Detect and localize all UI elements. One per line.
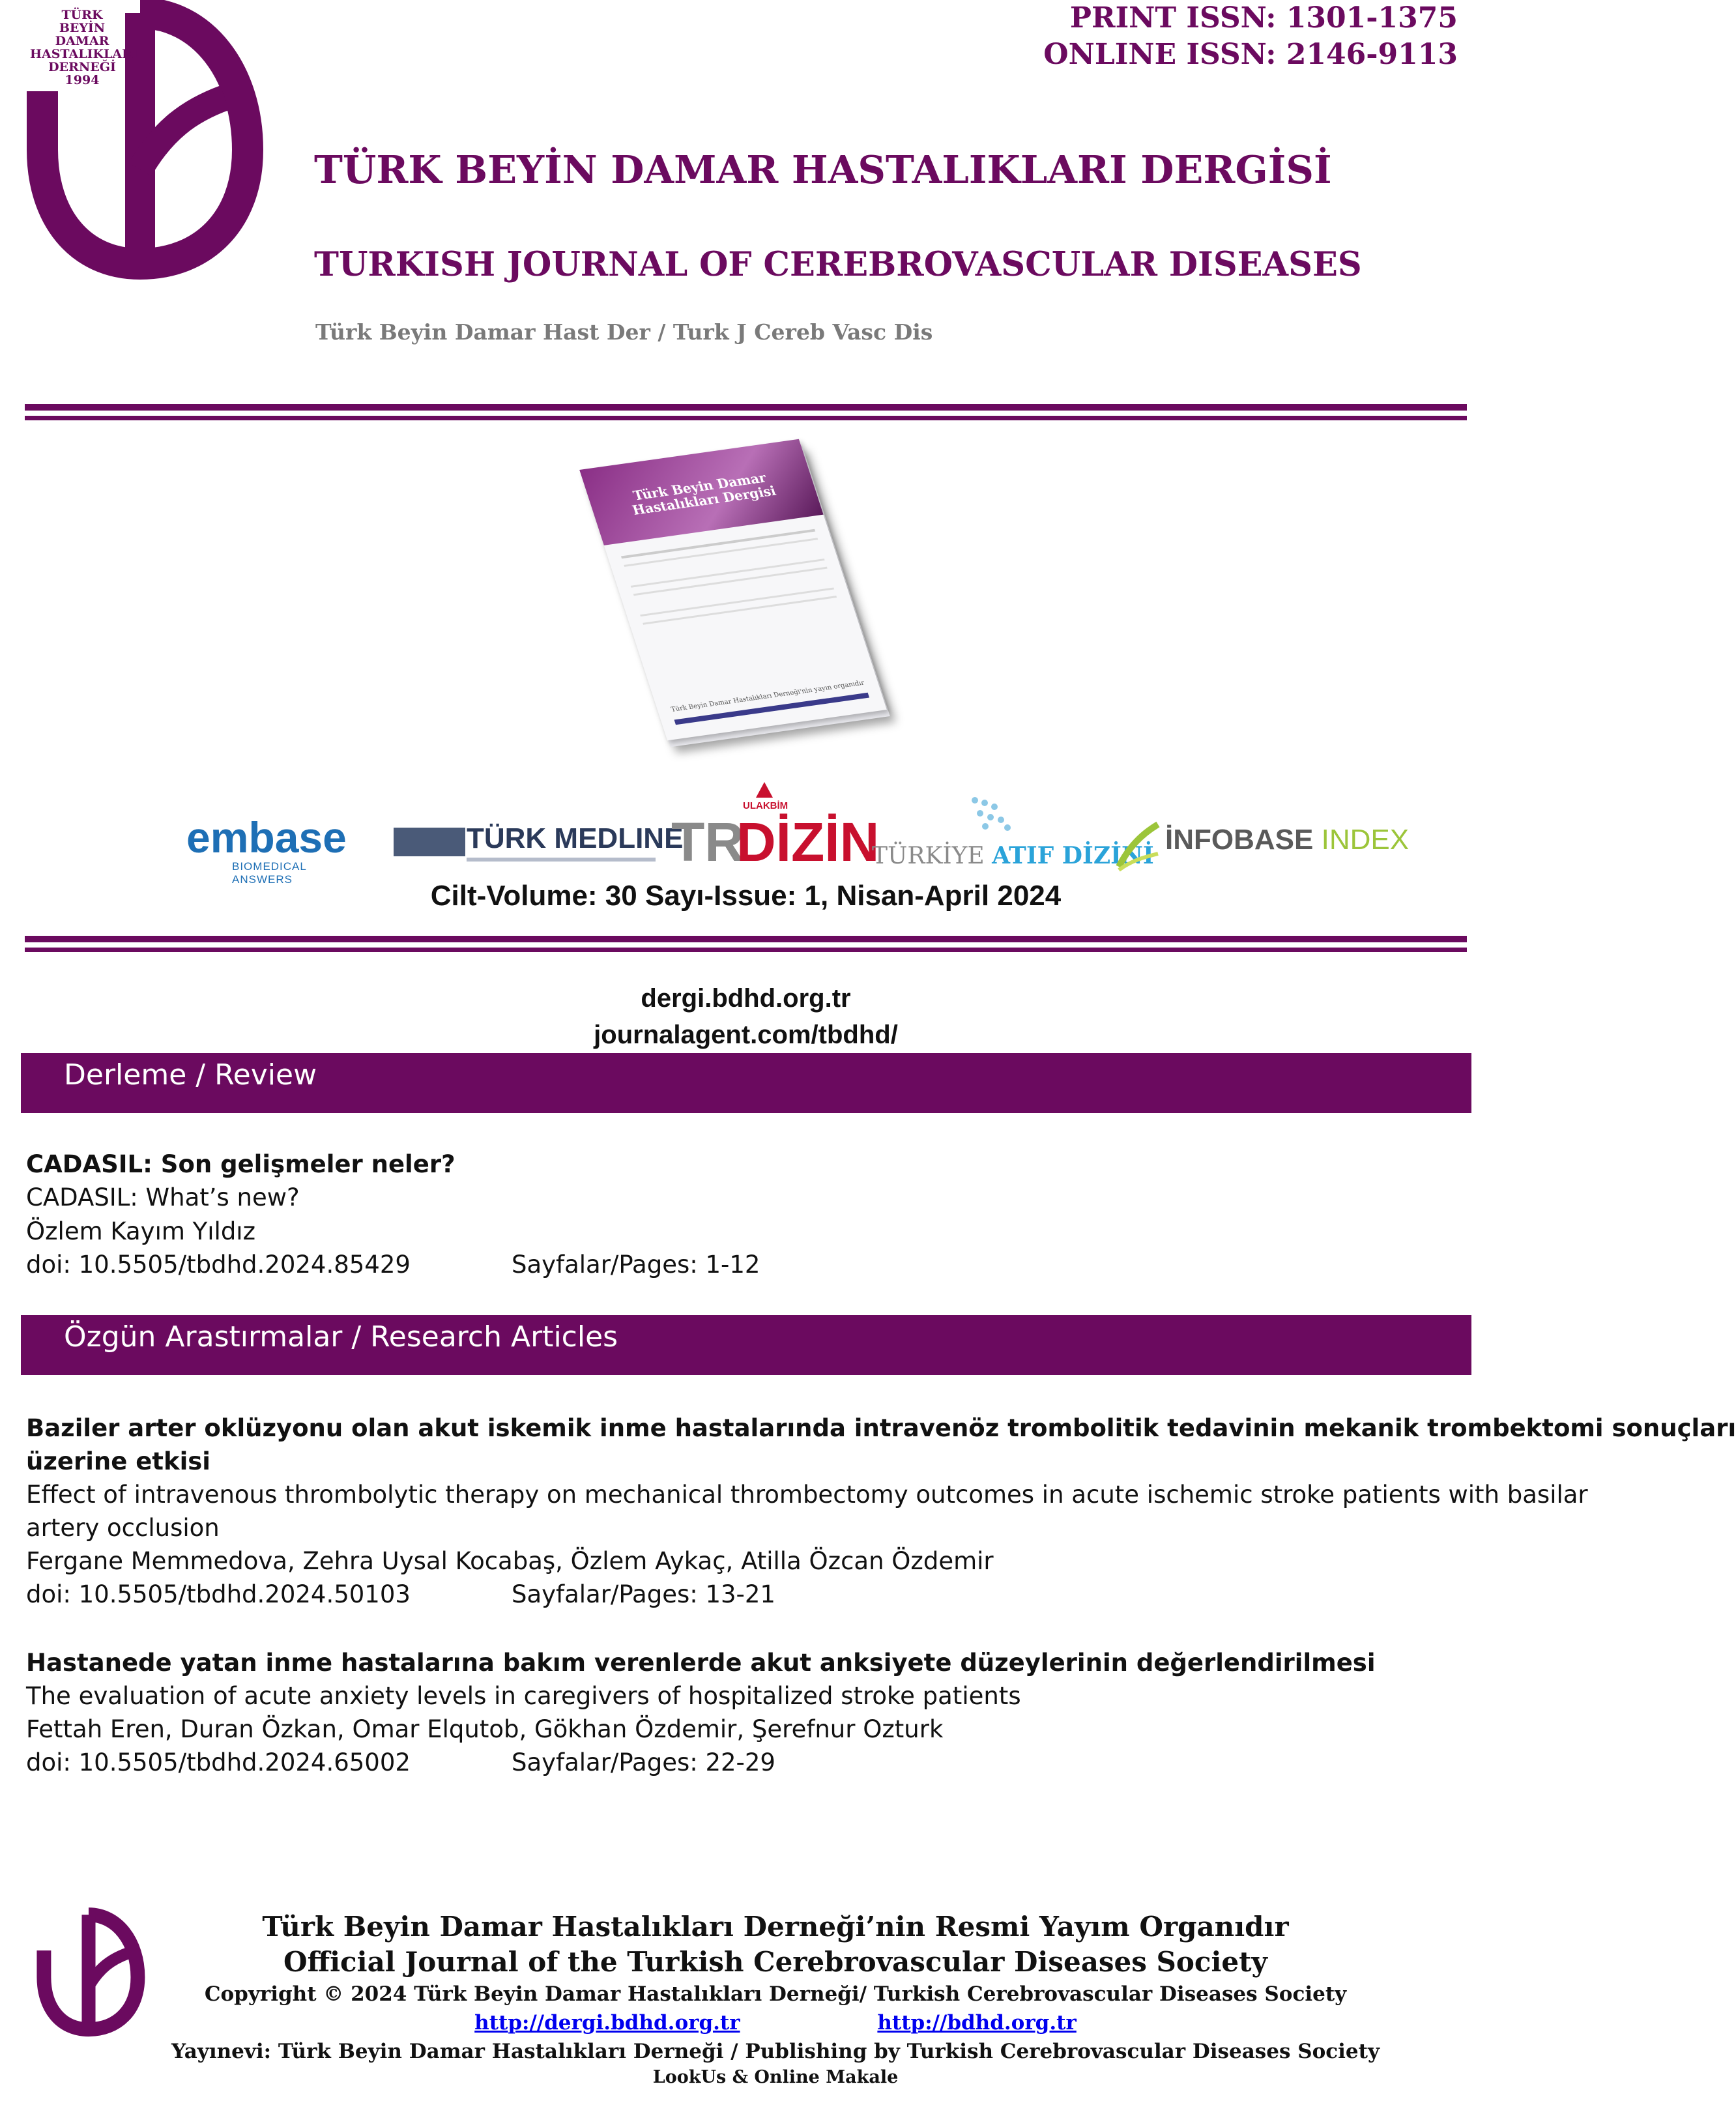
infobase-index-label: INDEX [1321, 824, 1410, 856]
article-title-en[interactable]: artery occlusion [26, 1514, 220, 1542]
url-site1[interactable]: dergi.bdhd.org.tr [641, 984, 851, 1013]
cover-title: Türk Beyin Damar Hastalıkları Dergisi [630, 469, 778, 518]
logo-year: 1994 [65, 72, 100, 87]
article-pages: Sayfalar/Pages: 1-12 [512, 1251, 760, 1279]
footer-logo [36, 1906, 141, 2036]
trdizin-wordmark: DİZİN [736, 811, 880, 873]
section-heading-review [21, 1053, 1471, 1113]
infobase-swoosh-icon [1116, 821, 1161, 873]
footer-link-journal[interactable]: http://dergi.bdhd.org.tr [474, 2011, 740, 2035]
journal-urls [0, 980, 1492, 1053]
footer-copyright: Copyright © 2024 Türk Beyin Damar Hastalıkları Derneği/ Turkish Cerebrovascular Diseases Society [204, 1982, 1347, 2006]
trdizin-tr: TR [671, 811, 744, 873]
journal-title-en: TURKISH JOURNAL OF CEREBROVASCULAR DISEASES [314, 245, 1362, 284]
online-issn: ONLINE ISSN: 2146-9113 [1043, 38, 1458, 71]
infobase-index-logo [1116, 815, 1410, 880]
article-doi[interactable]: doi: 10.5505/tbdhd.2024.65002 [26, 1748, 411, 1776]
article-pages: Sayfalar/Pages: 13-21 [512, 1580, 775, 1608]
article-title-en[interactable]: CADASIL: What’s new? [26, 1183, 300, 1211]
footer-link-society[interactable]: http://bdhd.org.tr [877, 2011, 1077, 2035]
footer-publisher: Yayınevi: Türk Beyin Damar Hastalıkları Derneği / Publishing by Turkish Cerebrovascular Diseases Society [171, 2040, 1380, 2063]
section-heading-label: Derleme / Review [64, 1058, 317, 1092]
article-authors: Fettah Eren, Duran Özkan, Omar Elqutob, Gökhan Özdemir, Şerefnur Ozturk [26, 1715, 944, 1743]
article-authors: Özlem Kayım Yıldız [26, 1217, 256, 1245]
logo-line: TÜRK [61, 8, 103, 22]
footer-block [163, 1909, 1388, 2089]
logo-line: DERNEĞİ [48, 59, 116, 74]
journal-cover-image [586, 437, 899, 762]
divider-rule [25, 404, 1467, 411]
embase-tagline: BIOMEDICAL ANSWERS [232, 860, 307, 886]
article-authors: Fergane Memmedova, Zehra Uysal Kocabaş, Özlem Aykaç, Atilla Özcan Özdemir [26, 1547, 994, 1575]
cover-footer: Türk Beyin Damar Hastalıkları Derneği'nin yayın organıdır [670, 679, 865, 714]
print-issn: PRINT ISSN: 1301-1375 [1069, 1, 1458, 35]
journal-title-tr: TÜRK BEYİN DAMAR HASTALIKLARI DERGİSİ [314, 147, 1332, 192]
logo-line: HASTALIKLARI [30, 46, 138, 61]
article-doi[interactable]: doi: 10.5505/tbdhd.2024.85429 [26, 1251, 411, 1279]
journal-abbreviation: Türk Beyin Damar Hast Der / Turk J Cereb Vasc Dis [315, 319, 933, 345]
trdizin-logo [671, 781, 880, 873]
divider-rule [25, 948, 1467, 952]
url-site2[interactable]: journalagent.com/tbdhd/ [594, 1021, 898, 1049]
turkiye-atif-dizini-logo [872, 794, 1154, 872]
ulakbim-icon [755, 781, 774, 800]
logo-line: BEYİN [59, 20, 106, 35]
article-title-tr[interactable]: Baziler arter oklüzyonu olan akut iskemik inme hastalarında intravenöz trombolitik tedavinin mekanik trombektomi sonuçları [26, 1414, 1736, 1442]
footer-official-en: Official Journal of the Turkish Cerebrovascular Diseases Society [283, 1946, 1267, 1978]
logo-line: DAMAR [55, 33, 109, 48]
footer-lookus: LookUs & Online Makale [652, 2067, 899, 2087]
article-title-tr[interactable]: üzerine etkisi [26, 1447, 210, 1475]
volume-issue: Cilt-Volume: 30 Sayı-Issue: 1, Nisan-April 2024 [430, 880, 1062, 912]
atif-dots-icon [968, 794, 1014, 833]
divider-rule [25, 936, 1467, 942]
turk-medline-logo [394, 822, 684, 868]
section-heading-label: Özgün Arastırmalar / Research Articles [64, 1320, 618, 1354]
article-title-tr[interactable]: Hastanede yatan inme hastalarına bakım verenlerde akut anksiyete düzeylerinin değerlendirilmesi [26, 1649, 1376, 1677]
embase-logo [186, 813, 369, 886]
issn-block [1043, 0, 1458, 73]
article-title-en[interactable]: Effect of intravenous thrombolytic therapy on mechanical thrombectomy outcomes in acute ischemic stroke patients with basilar [26, 1481, 1588, 1509]
society-logo-emblem [36, 1906, 141, 2036]
divider-rule [25, 416, 1467, 420]
medline-wordmark: TÜRK MEDLINE [467, 822, 684, 854]
atif-prefix: TÜRKİYE [872, 843, 985, 869]
section-heading-research [21, 1315, 1471, 1375]
footer-official-tr: Türk Beyin Damar Hastalıkları Derneği’nin Resmi Yayım Organıdır [262, 1911, 1289, 1943]
embase-wordmark: embase [186, 813, 347, 862]
atif-wordmark: ATIF DİZİNİ [992, 842, 1154, 869]
infobase-wordmark: İNFOBASE [1165, 824, 1314, 856]
article-pages: Sayfalar/Pages: 22-29 [512, 1748, 775, 1776]
article-title-en[interactable]: The evaluation of acute anxiety levels in caregivers of hospitalized stroke patients [26, 1682, 1021, 1710]
article-title-tr[interactable]: CADASIL: Son gelişmeler neler? [26, 1150, 456, 1178]
article-doi[interactable]: doi: 10.5505/tbdhd.2024.50103 [26, 1580, 411, 1608]
ulakbim-label: ULAKBİM [743, 800, 788, 811]
logo-text [30, 8, 138, 87]
